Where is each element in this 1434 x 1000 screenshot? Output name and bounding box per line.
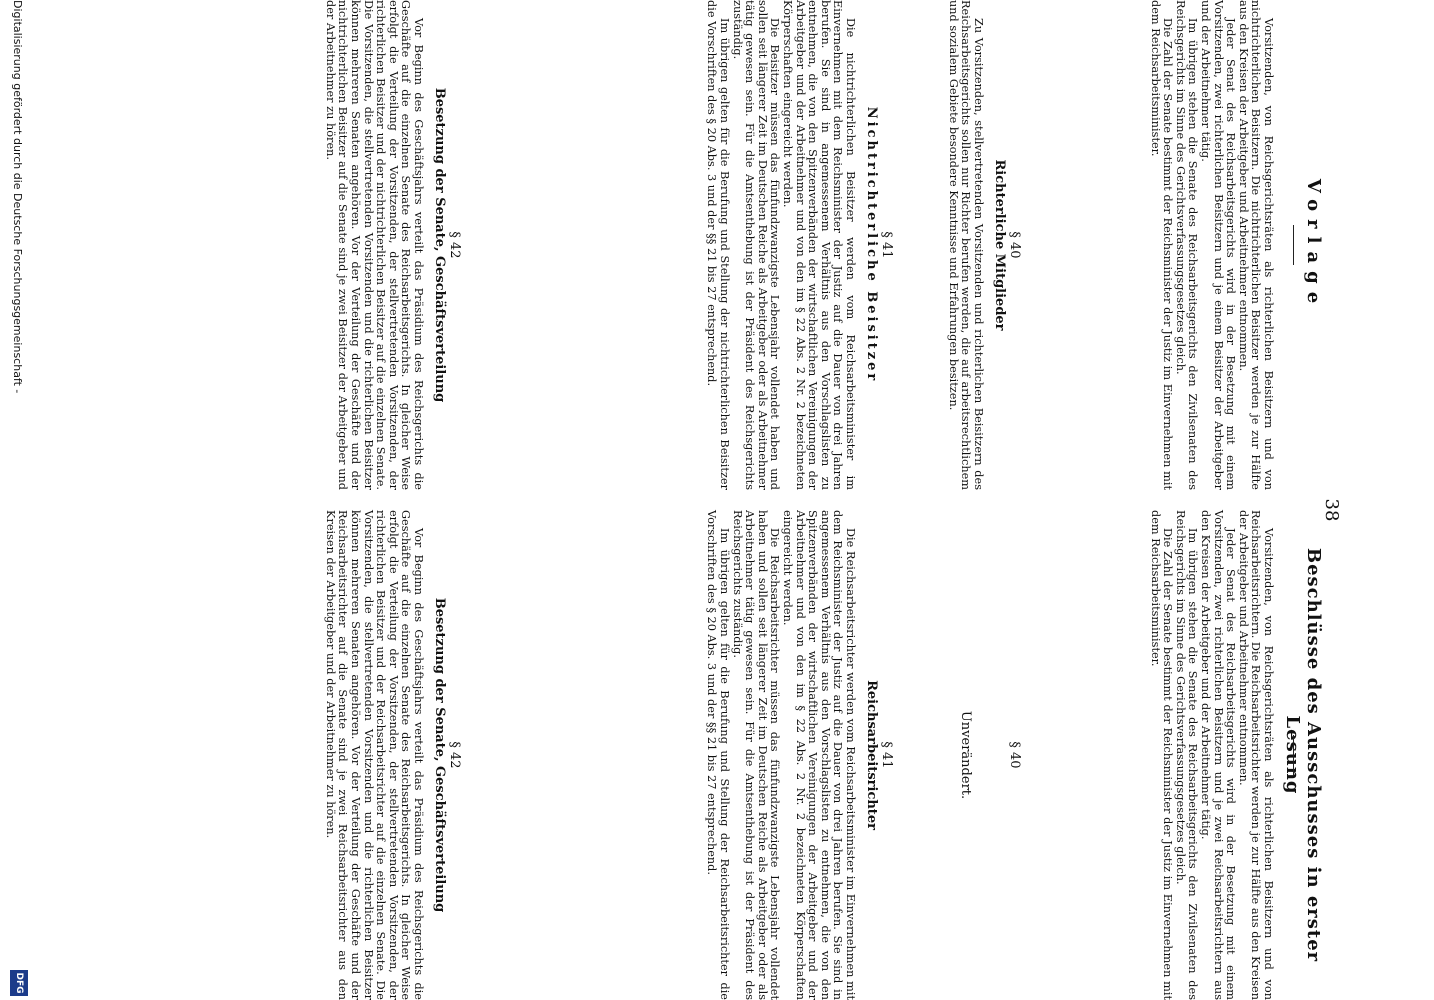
section-42-text: [323, 510, 424, 1000]
section-paragraph: Die nichtrichterlichen Beisitzer werden vom Reichsarbeitsminister im Einvernehmen mit dem Reichsminister der Justiz auf die Dauer von drei Jahren berufen. Sie sind in angemessenem Verhältnis aus den Vorschlagslisten zu entnehmen, die von den Spitzenverbänden der wirtschaftlichen Vereinigungen der Arbeitgeber und der Arbeitnehmer und von den im § 22 Abs. 2 Nr. 2 bezeichneten Körperschaften eingereicht werden.: [781, 0, 857, 490]
section-40-text: [946, 0, 984, 490]
intro-text: [1148, 510, 1274, 1000]
section-41-text: [705, 0, 856, 490]
section-number: § 42: [447, 231, 462, 259]
column-heading: Beschlüsse des Ausschusses in erster Lesung: [1282, 547, 1324, 963]
section-paragraph: Im übrigen gelten für die Berufung und Stellung der Reichsarbeitsrichter die Vorschriften des § 20 Abs. 3 und der §§ 21 bis 27 entsprechend.: [705, 510, 732, 1000]
heading-rule: [1293, 225, 1294, 265]
intro-paragraph: Vorsitzenden, von Reichsgerichtsräten als richterlichen Beisitzern und von nichtrichterlichen Beisitzern. Die nichtrichterlichen Beisitzer werden je zur Hälfte aus den Kreisen der Arbeitgeber und Arbeitnehmer entnommen.: [1236, 0, 1275, 490]
section-42-heading: [432, 510, 462, 1000]
section-title: Richterliche Mitglieder: [992, 159, 1007, 331]
section-paragraph: Die Beisitzer müssen das fünfundzwanzigste Lebensjahr vollendet haben und sollen seit längerer Zeit im Deutschen Reiche als Arbeitgeber oder als Arbeitnehmer tätig gewesen sein. Für die Amtsenthebung ist der Präsident des Reichsgerichts zuständig.: [730, 0, 782, 490]
section-title: Besetzung der Senate, Geschäftsverteilung: [432, 87, 447, 403]
intro-paragraph: Im übrigen stehen die Senate des Reichsarbeitsgerichts den Zivilsenaten des Reichsgerichts im Sinne des Gerichtsverfassungsgesetzes gleich.: [1173, 510, 1200, 1000]
section-number: § 42: [447, 741, 462, 769]
section-paragraph: Vor Beginn des Geschäftsjahrs verteilt das Präsidium des Reichsgerichts die Geschäfte auf die einzelnen Senate des Reichsarbeitsgerichts. In gleicher Weise erfolgt die Verteilung der Vorsitzenden, der stellvertretenden Vorsitzenden, der richterlichen Beisitzer und der Reichsarbeitsrichter auf die einzelnen Senate. Die Vorsitzenden, die stellvertretenden Vorsitzenden und die richterlichen Beisitzer können mehreren Senaten angehören. Vor der Verteilung der Geschäfte und der Reichsarbeitsrichter auf die Senate sind je zwei Reichsarbeitsrichter aus den Kreisen der Arbeitgeber und der Arbeitnehmer zu hören.: [323, 510, 425, 1000]
section-paragraph: Im übrigen gelten für die Berufung und Stellung der nichtrichterlichen Beisitzer die Vorschriften des § 20 Abs. 3 und der §§ 21 bis 27 entsprechend.: [705, 0, 732, 490]
section-title: Besetzung der Senate, Geschäftsverteilung: [432, 597, 447, 913]
section-title: Nichtrichterliche Beisitzer: [864, 106, 879, 384]
intro-paragraph: Jeder Senat des Reichsarbeitsgerichts wird in der Besetzung mit einem Vorsitzenden, zwei richterlichen Beisitzern und je zwei Reichsarbeitsrichtern aus den Kreisen der Arbeitgeber und der Arbeitnehmer tätig.: [1199, 510, 1238, 1000]
heading-rule: [1293, 735, 1294, 775]
funding-note: Digitalisierung gefördert durch die Deutsche Forschungsgemeinschaft -: [11, 0, 24, 394]
section-41-text: [705, 510, 856, 1000]
section-40-heading: [992, 0, 1022, 490]
intro-paragraph: Vorsitzenden, von Reichsgerichtsräten als richterlichen Beisitzern und von Reichsarbeitsrichtern. Die Reichsarbeitsrichter werden je zur Hälfte aus den Kreisen der Arbeitgeber und Arbeitnehmer entnommen.: [1236, 510, 1275, 1000]
section-40-heading: [958, 510, 1022, 1000]
section-paragraph: Die Reichsarbeitsrichter werden vom Reichsarbeitsminister im Einvernehmen mit dem Reichsminister der Justiz auf die Dauer von drei Jahren berufen. Sie sind in angemessenem Verhältnis aus den Vorschlagslisten zu entnehmen, die von den Spitzenverbänden der wirtschaftlichen Vereinigungen der Arbeitgeber und der Arbeitnehmer und von den im § 22 Abs. 2 Nr. 2 bezeichneten Körperschaften eingereicht werden.: [781, 510, 857, 1000]
section-41-heading: [864, 510, 894, 1000]
intro-paragraph: Die Zahl der Senate bestimmt der Reichsminister der Justiz im Einvernehmen mit dem Reichsarbeitsminister.: [1148, 510, 1175, 1000]
section-number: § 40: [1007, 231, 1022, 259]
section-paragraph: Die Reichsarbeitsrichter müssen das fünfundzwanzigste Lebensjahr vollendet haben und sollen seit längerer Zeit im Deutschen Reiche als Arbeitgeber oder als Arbeitnehmer tätig gewesen sein. Für die Amtsenthebung ist der Präsident des Reichsgerichts zuständig.: [730, 510, 782, 1000]
section-number: § 41: [879, 231, 894, 259]
intro-paragraph: Die Zahl der Senate bestimmt der Reichsminister der Justiz im Einvernehmen mit dem Reichsarbeitsminister.: [1148, 0, 1175, 490]
intro-text: [1148, 0, 1274, 490]
section-number: § 41: [879, 741, 894, 769]
section-41-heading: [864, 0, 894, 490]
dfg-logo: DFG: [10, 970, 28, 996]
intro-paragraph: Im übrigen stehen die Senate des Reichsarbeitsgerichts den Zivilsenaten des Reichsgerichts im Sinne des Gerichtsverfassungsgesetzes gleich.: [1173, 0, 1200, 490]
section-paragraph: Vor Beginn des Geschäftsjahrs verteilt das Präsidium des Reichsgerichts die Geschäfte auf die einzelnen Senate des Reichsarbeitsgerichts. In gleicher Weise erfolgt die Verteilung der Vorsitzenden, der stellvertretenden Vorsitzenden, der richterlichen Beisitzer und der nichtrichterlichen Beisitzer auf die einzelnen Senate. Die Vorsitzenden, die stellvertretenden Vorsitzenden und die richterlichen Beisitzer können mehreren Senaten angehören. Vor der Verteilung der Geschäfte und der nichtrichterlichen Beisitzer auf die Senate sind je zwei Beisitzer der Arbeitgeber und der Arbeitnehmer zu hören.: [323, 0, 425, 490]
section-note: Unverändert.: [958, 710, 973, 800]
section-title: Reichsarbeitsrichter: [864, 680, 879, 830]
section-42-heading: [432, 0, 462, 490]
section-paragraph: Zu Vorsitzenden, stellvertretenden Vorsitzenden und richterlichen Beisitzern des Reichsarbeitsgerichts sollen nur Richter berufen werden, die auf arbeitsrechtlichem und sozialem Gebiete besondere Kenntnisse und Erfahrungen besitzen.: [946, 0, 985, 490]
section-42-text: [323, 0, 424, 490]
intro-paragraph: Jeder Senat des Reichsarbeitsgerichts wird in der Besetzung mit einem Vorsitzenden, zwei richterlichen Beisitzern und je einem Beisitzer der Arbeitgeber und der Arbeitnehmer tätig.: [1199, 0, 1238, 490]
column-heading: Vorlage: [1303, 178, 1324, 312]
section-number: § 40: [1007, 741, 1022, 769]
page-number: 38: [1321, 498, 1342, 522]
